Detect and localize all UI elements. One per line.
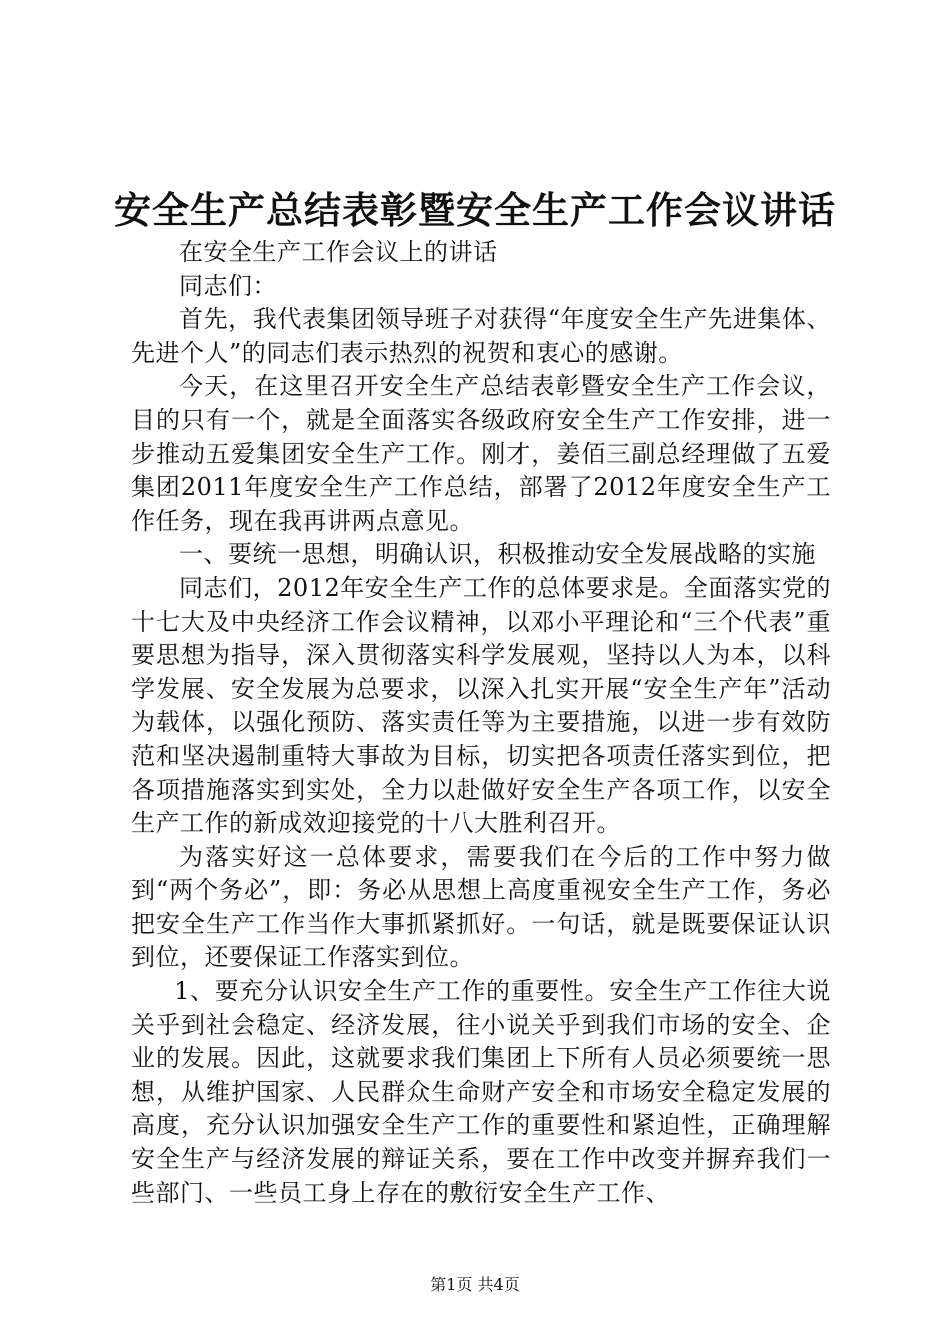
paragraph-two-musts: 为落实好这一总体要求，需要我们在今后的工作中努力做到“两个务必”，即：务必从思想上高度重视安全生产工作，务必把安全生产工作当作大事抓紧抓好。一句话，就是既要保证认识到位，还要保证工作落实到位。: [131, 842, 831, 972]
paragraph-requirements: 同志们，2012年安全生产工作的总体要求是。全面落实党的十七大及中央经济工作会议精神，以邓小平理论和“三个代表”重要思想为指导，深入贯彻落实科学发展观，坚持以人为本，以科学发展、安全发展为总要求，以深入扎实开展“安全生产年”活动为载体，以强化预防、落实责任等为主要措施，以进一步有效防范和坚决遏制重特大事故为目标，切实把各项责任落实到位，把各项措施落实到实处，全力以赴做好安全生产各项工作，以安全生产工作的新成效迎接党的十八大胜利召开。: [131, 573, 831, 838]
page-footer: 第1页 共4页: [430, 1275, 520, 1294]
document-body: [131, 236, 831, 1210]
section-heading-1: 一、要统一思想，明确认识，积极推动安全发展战略的实施: [179, 540, 816, 569]
paragraph-purpose: 今天，在这里召开安全生产总结表彰暨安全生产工作会议，目的只有一个，就是全面落实各级政府安全生产工作安排，进一步推动五爱集团安全生产工作。刚才，姜佰三副总经理做了五爱集团2011年度安全生产工作总结，部署了2012年度安全生产工作任务，现在我再讲两点意见。: [131, 372, 831, 535]
document-title: 安全生产总结表彰暨安全生产工作会议讲话: [114, 188, 836, 232]
paragraph-point-1: 1、要充分认识安全生产工作的重要性。安全生产工作往大说关乎到社会稳定、经济发展，往小说关乎到我们市场的安全、企业的发展。因此，这就要求我们集团上下所有人员必须要统一思想，从维护国家、人民群众生命财产安全和市场安全稳定发展的高度，充分认识加强安全生产工作的重要性和紧迫性，正确理解安全生产与经济发展的辩证关系，要在工作中改变并摒弃我们一些部门、一些员工身上存在的敷衍安全生产工作、: [131, 977, 831, 1207]
paragraph-thanks: 首先，我代表集团领导班子对获得“年度安全生产先进集体、先进个人”的同志们表示热烈的祝贺和衷心的感谢。: [131, 305, 831, 367]
salutation: 同志们：: [179, 271, 277, 300]
speech-heading: 在安全生产工作会议上的讲话: [179, 238, 498, 266]
